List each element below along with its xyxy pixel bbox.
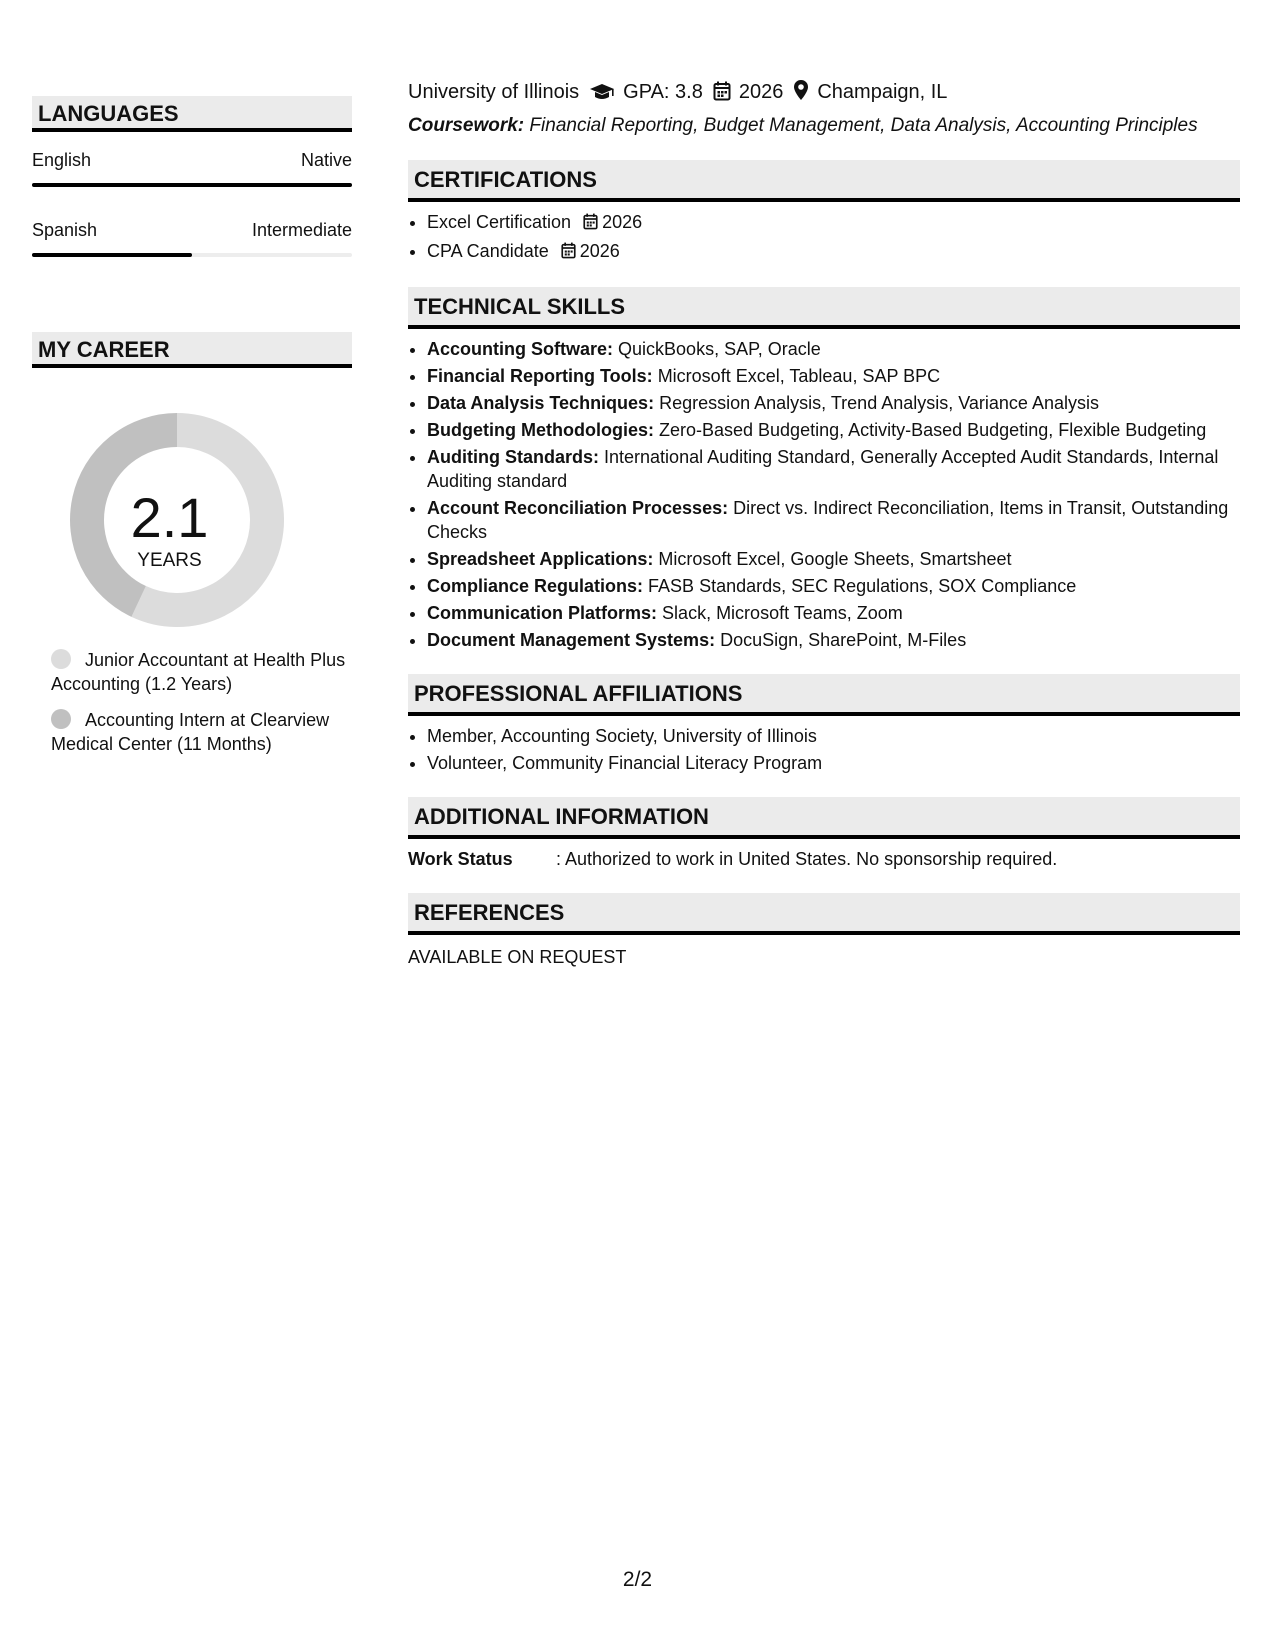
education-row [408,78,1240,109]
skill-category: Data Analysis Techniques: [427,393,655,413]
references-section [408,893,1240,969]
certification-item [427,210,1240,236]
skill-values: FASB Standards, SEC Regulations, SOX Compliance [648,576,1077,596]
skill-item [427,547,1240,571]
coursework-list: Financial Reporting, Budget Management, Data Analysis, Accounting Principles [529,115,1198,136]
skill-category: Document Management Systems: [427,630,716,650]
language-level: Native [300,150,352,170]
coursework-label: Coursework: [408,115,525,136]
skill-item [427,337,1240,361]
career-legend-dot [51,649,71,669]
work-status-value: : Authorized to work in United States. No sponsorship required. [556,849,1058,869]
gpa: GPA: 3.8 [623,81,703,103]
career-total-unit: YEARS [137,550,202,571]
career-legend-dot [51,709,71,729]
technical-skills-list [408,337,1240,652]
certification-year: 2026 [602,212,643,232]
certification-name: CPA Candidate [427,241,549,261]
additional-info-section [408,797,1240,871]
skill-item [427,445,1240,493]
skill-item [427,601,1240,625]
skill-values: QuickBooks, SAP, Oracle [618,339,821,359]
skill-item [427,628,1240,652]
skill-values: Direct vs. Indirect Reconciliation, Items in Transit, Outstanding Checks [427,498,1229,542]
skill-category: Financial Reporting Tools: [427,366,653,386]
calendar-icon [713,81,731,109]
skill-item [427,574,1240,598]
language-proficiency-bar [32,183,352,187]
skill-values: DocuSign, SharePoint, M-Files [720,630,967,650]
skill-category: Communication Platforms: [427,603,658,623]
skill-values: International Auditing Standard, Generally Accepted Audit Standards, Internal Auditing standard [427,447,1219,491]
affiliations-list [408,724,1240,775]
certification-name: Excel Certification [427,212,572,232]
work-status-label: Work Status [408,849,513,869]
skill-category: Budgeting Methodologies: [427,420,654,440]
skill-item [427,496,1240,544]
location: Champaign, IL [817,81,948,103]
certifications-heading: CERTIFICATIONS [408,160,1240,202]
skill-category: Auditing Standards: [427,447,599,467]
skill-category: Spreadsheet Applications: [427,549,654,569]
references-heading: REFERENCES [408,893,1240,935]
skill-values: Zero-Based Budgeting, Activity-Based Budgeting, Flexible Budgeting [658,420,1207,440]
affiliations-section [408,674,1240,775]
affiliation-item: • Member, Accounting Society, University of Illinois [427,724,1240,748]
location-pin-icon [793,79,809,109]
certification-item [427,239,1240,265]
language-item [32,132,352,202]
skill-item [427,391,1240,415]
school-name: University of Illinois [408,81,580,103]
skill-values: Microsoft Excel, Google Sheets, Smartsheet [658,549,1012,569]
languages-heading: LANGUAGES [32,96,352,132]
languages-list [32,132,352,272]
language-item [32,202,352,272]
certification-year: 2026 [579,241,620,261]
language-level: Intermediate [251,220,352,240]
right-column [408,78,1240,969]
career-legend-label: Junior Accountant at Health Plus Accounting (1.2 Years) [51,650,346,694]
certifications-section [408,160,1240,265]
career-legend-label: Accounting Intern at Clearview Medical Center (11 Months) [51,710,330,754]
skill-category: Account Reconciliation Processes: [427,498,729,518]
skill-values: Regression Analysis, Trend Analysis, Variance Analysis [659,393,1099,413]
coursework [408,113,1240,138]
page-number: 2/2 [622,1568,653,1591]
technical-skills-section [408,287,1240,652]
certifications-list [408,210,1240,265]
skill-values: Microsoft Excel, Tableau, SAP BPC [657,366,941,386]
graduation-year: 2026 [738,81,784,103]
work-status-row [408,847,1240,871]
language-proficiency-fill [32,253,192,257]
language-name: Spanish [32,220,98,240]
skill-item [427,364,1240,388]
language-proficiency-bar [32,253,352,257]
career-legend [32,648,352,756]
references-text: AVAILABLE ON REQUEST [408,947,627,967]
skill-category: Accounting Software: [427,339,614,359]
language-name: English [32,150,92,170]
career-donut-chart [32,408,352,648]
technical-skills-heading: TECHNICAL SKILLS [408,287,1240,329]
language-proficiency-fill [32,183,352,187]
affiliations-heading: PROFESSIONAL AFFILIATIONS [408,674,1240,716]
career-legend-item [32,648,352,696]
career-heading: MY CAREER [32,332,352,368]
career-total-value: 2.1 [130,486,209,549]
skill-item [427,418,1240,442]
graduation-cap-icon [589,81,615,109]
affiliation-item: • Volunteer, Community Financial Literacy Program [427,751,1240,775]
career-legend-item [32,708,352,756]
calendar-icon [561,241,576,265]
calendar-icon [583,212,598,236]
additional-info-heading: ADDITIONAL INFORMATION [408,797,1240,839]
left-column [32,96,352,768]
skill-category: Compliance Regulations: [427,576,644,596]
skill-values: Slack, Microsoft Teams, Zoom [662,603,903,623]
